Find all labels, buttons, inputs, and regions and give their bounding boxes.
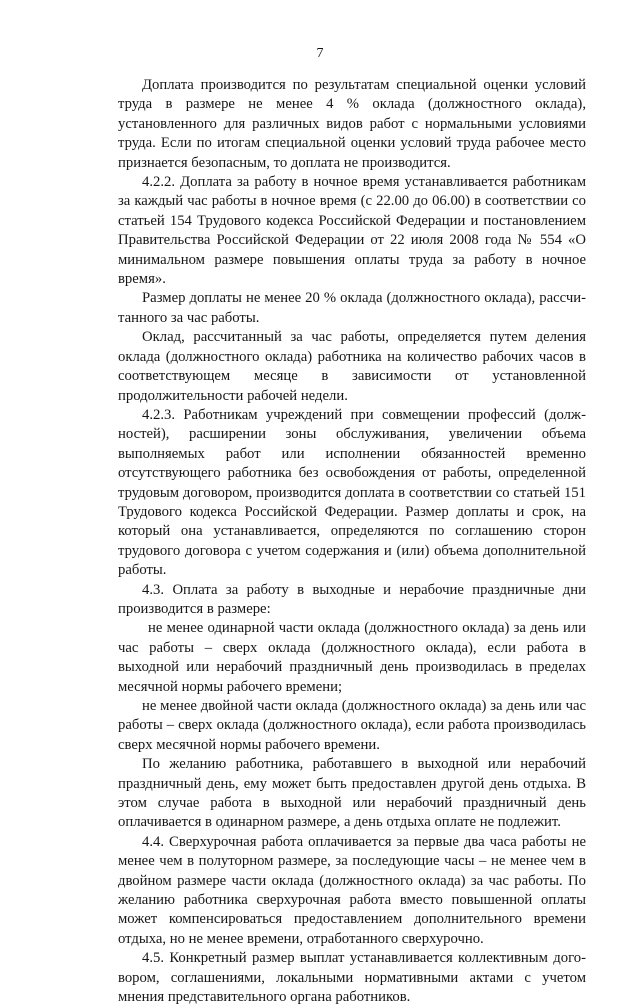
paragraph-4-2-3-combined-duties: 4.2.3. Работникам учреждений при совмещении профессий (должностей), расширении зоны обслуживания, увеличении объема выполняемых работ или исполнении обязанностей временно отсутствующего работника без освобождения от работы, определенной трудовым договором, производится доплата в соответствии со статьей 151 Трудового кодекса Российской Федерации. Размер доплаты и срок, на который она устанавливается, определяются по соглашению сторон трудового договора с учетом содержания и (или) объема дополнительной работы.: [118, 406, 586, 579]
document-body: [118, 76, 586, 1008]
page-number: 7: [316, 46, 324, 61]
paragraph-4-2-2-night-work: 4.2.2. Доплата за работу в ночное время устанавливается работникам за каждый час работы в ночное время (с 22.00 до 06.00) в соответствии со статьей 154 Трудового кодекса Российской Федерации и постановлением Правительства Российской Федерации от 22 июля 2008 года № 554 «О минимальном размере повышения оплаты труда за работу в ночное время».: [118, 174, 586, 288]
paragraph-4-3-weekend-pay: 4.3. Оплата за работу в выходные и нерабочие праздничные дни производится в размере:: [118, 581, 586, 617]
paragraph-single-rate: не менее одинарной части оклада (должностного оклада) за день или час работы – сверх оклада (должностного оклада), если работа в выходной или нерабочий праздничный день производилась в пределах месячной нормы рабочего времени;: [118, 620, 586, 695]
paragraph-day-off-option: По желанию работника, работавшего в выходной или нерабочий праздничный день, ему может быть предоставлен другой день отдыха. В этом случае работа в выходной или нерабочий праздничный день оплачивается в одинарном размере, а день отдыха оплате не подлежит.: [118, 756, 586, 831]
paragraph-hourly-salary: Оклад, рассчитанный за час работы, определяется путем деления оклада (должностного оклада) работника на количество рабочих часов в соответствующем месяце в зависимости от установленной продолжительности рабочей недели.: [118, 329, 586, 404]
paragraph-4-4-overtime: 4.4. Сверхурочная работа оплачивается за первые два часа работы не менее чем в полуторном размере, за последующие часы – не менее чем в двойном размере части оклада (должностного оклада) за час работы. По желанию работника сверхурочная работа вместо повышенной оплаты может компенсироваться предоставлением дополнительного времени отдыха, но не менее времени, отработанного сверхурочно.: [118, 833, 586, 947]
paragraph-certification-surcharge: Доплата производится по результатам специальной оценки условий труда в размере не менее 4 % оклада (должностного оклада), установленного для различных видов работ с нормальными условиями труда. Если по итогам специальной оценки условий труда рабочее место признается безопасным, то доплата не производится.: [118, 77, 586, 171]
paragraph-double-rate: не менее двойной части оклада (должностного оклада) за день или час работы – сверх оклада (должностного оклада), если работа производилась сверх месячной нормы рабочего времени.: [118, 698, 586, 753]
paragraph-4-5-specific-payments: 4.5. Конкретный размер выплат устанавливается коллективным договором, соглашениями, локальными нормативными актами с учетом мнения представительного органа работников.: [118, 950, 586, 1006]
paragraph-night-rate: Размер доплаты не менее 20 % оклада (должностного оклада), рассчитанного за час работы.: [118, 290, 586, 326]
